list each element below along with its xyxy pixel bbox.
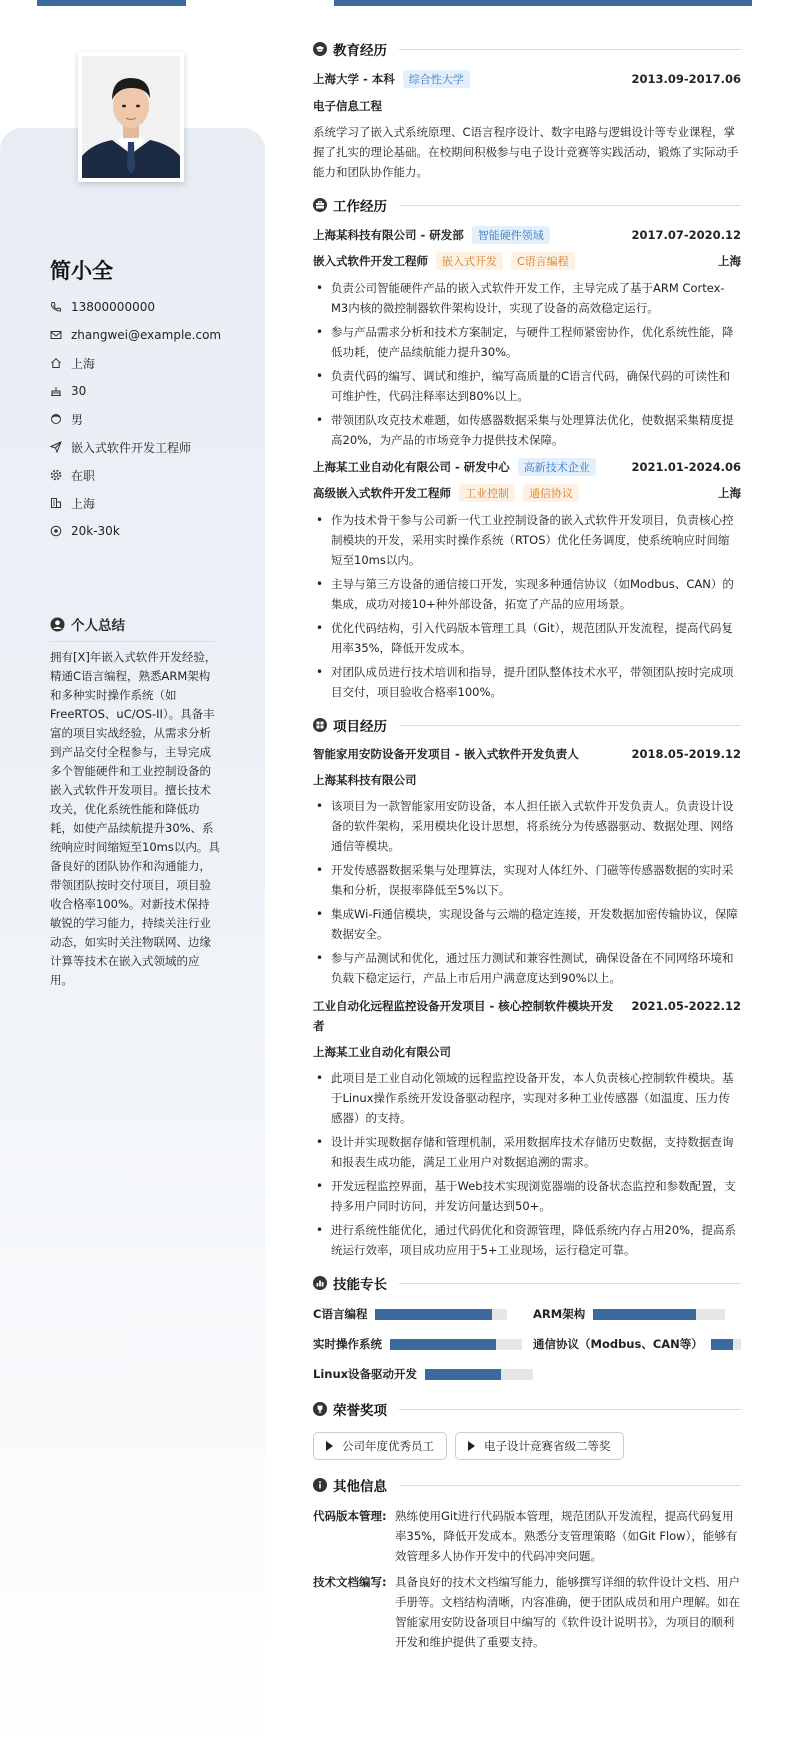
project-2-date: 2021.05-2022.12 [631, 999, 741, 1013]
skill-bar-fill [711, 1339, 733, 1350]
awards-heading: 荣誉奖项 [313, 1398, 741, 1420]
other-item: 技术文档编写: 具备良好的技术文档编写能力，能够撰写详细的软件设计文档、用户手册等。文档结构清晰，内容准确，便于团队成员和用户理解。如在智能家用安防设备项目中编写的《软件设计说明书》，为项目的顺利开发和维护提供了重要支持。 [313, 1575, 740, 1649]
user-circle-icon [50, 617, 65, 632]
job-1-role: 嵌入式软件开发工程师 [313, 254, 428, 268]
info-salary [50, 517, 250, 545]
summary-heading: 个人总结 [50, 614, 215, 642]
skill-bar [425, 1369, 533, 1380]
education-desc: 系统学习了嵌入式系统原理、C语言程序设计、数字电路与逻辑设计等专业课程，掌握了扎实的理论基础。在校期间积极参与电子设计竞赛等实践活动，锻炼了实际动手能力和团队协作能力。 [313, 125, 739, 179]
skills-heading: 技能专长 [313, 1272, 741, 1294]
play-icon [326, 1441, 333, 1451]
job-1-date: 2017.07-2020.12 [631, 228, 741, 242]
education-date: 2013.09-2017.06 [631, 72, 741, 86]
list-item: • 开发远程监控界面，基于Web技术实现浏览器端的设备状态监控和参数配置，支持多用户同时访问，并发访问量达到50+。 [313, 1176, 741, 1216]
info-position [50, 433, 250, 461]
project-2-name: 工业自动化远程监控设备开发项目 - 核心控制软件模块开发者 [313, 999, 614, 1033]
job-1-header [313, 226, 741, 244]
email-value: zhangwei@example.com [71, 328, 222, 342]
salary-value: 20k-30k [71, 524, 120, 538]
salary-icon [50, 525, 62, 537]
job-2-tag-2: 通信协议 [523, 484, 579, 502]
project-2-header [313, 996, 741, 1036]
list-item: • 优化代码结构，引入代码版本管理工具（Git），规范团队开发流程，提高代码复用率35%，降低开发成本。 [313, 618, 741, 658]
skill-bar [375, 1309, 507, 1320]
skills-grid [313, 1306, 741, 1382]
skill-bar [390, 1339, 522, 1350]
award-item: 公司年度优秀员工 [313, 1432, 447, 1460]
skill-bar-fill [425, 1369, 501, 1380]
job-2-role: 高级嵌入式软件开发工程师 [313, 486, 451, 500]
skill-item: Linux设备驱动开发 [313, 1366, 533, 1382]
award-item: 电子设计竞赛省级二等奖 [455, 1432, 624, 1460]
info-icon [313, 1478, 327, 1492]
list-item: • 集成Wi-Fi通信模块，实现设备与云端的稳定连接，开发数据加密传输协议，保障数据安全。 [313, 904, 741, 944]
skill-item: ARM架构 [533, 1306, 741, 1322]
top-accent-bar-left [37, 0, 186, 6]
education-tag: 综合性大学 [403, 70, 470, 88]
job-2-company-tag: 高新技术企业 [518, 458, 596, 476]
skill-bar-fill [593, 1309, 696, 1320]
work-heading: 工作经历 [313, 194, 741, 216]
skill-bar [711, 1339, 741, 1350]
play-icon [468, 1441, 475, 1451]
position-value: 嵌入式软件开发工程师 [71, 440, 192, 455]
top-accent-bar-right [334, 0, 752, 6]
cake-icon [50, 385, 62, 397]
skill-item: 实时操作系统 [313, 1336, 533, 1352]
job-1-bullets [313, 278, 741, 450]
job-1-city: 上海 [718, 254, 741, 268]
info-target-city [50, 489, 250, 517]
job-2-bullets [313, 510, 741, 702]
phone-icon [50, 301, 62, 313]
list-item: • 带领团队攻克技术难题，如传感器数据采集与处理算法优化，使数据采集精度提高20%，为产品的市场竞争力提供技术保障。 [313, 410, 741, 450]
candidate-name: 简小全 [50, 259, 113, 283]
job-2-date: 2021.01-2024.06 [631, 460, 741, 474]
awards-list [313, 1432, 741, 1460]
project-2-company: 上海某工业自动化有限公司 [313, 1045, 451, 1059]
gender-icon [50, 413, 62, 425]
project-1-date: 2018.05-2019.12 [631, 747, 741, 761]
graduation-cap-icon [313, 42, 327, 56]
other-heading: 其他信息 [313, 1474, 741, 1496]
education-row [313, 70, 741, 88]
job-2-company: 上海某工业自动化有限公司 - 研发中心 [313, 460, 510, 474]
job-1-company: 上海某科技有限公司 - 研发部 [313, 228, 464, 242]
avatar-illustration [82, 56, 180, 178]
grid-icon [313, 718, 327, 732]
skill-item: C语言编程 [313, 1306, 533, 1322]
project-1-company: 上海某科技有限公司 [313, 773, 417, 787]
contact-info-list [50, 293, 250, 545]
project-2 [313, 996, 741, 1260]
briefcase-icon [313, 198, 327, 212]
list-item: • 负责代码的编写、调试和维护，编写高质量的C语言代码，确保代码的可读性和可维护性，代码注释率达到80%以上。 [313, 366, 741, 406]
skill-item: 通信协议（Modbus、CAN等） [533, 1336, 741, 1352]
list-item: • 开发传感器数据采集与处理算法，实现对人体红外、门磁等传感器数据的实时采集和分析，误报率降低至5%以下。 [313, 860, 741, 900]
list-item: • 负责公司智能硬件产品的嵌入式软件开发工作，主导完成了基于ARM Cortex-M3内核的微控制器软件架构设计，实现了设备的高效稳定运行。 [313, 278, 741, 318]
job-1-tag-2: C语言编程 [511, 252, 575, 270]
home-icon [50, 357, 62, 369]
gender-value: 男 [71, 412, 84, 427]
target-city-value: 上海 [71, 496, 96, 511]
job-1-company-tag: 智能硬件领域 [472, 226, 550, 244]
list-item: • 设计并实现数据存储和管理机制，采用数据库技术存储历史数据，支持数据查询和报表生成功能，满足工业用户对数据追溯的需求。 [313, 1132, 741, 1172]
age-value: 30 [71, 384, 87, 398]
job-2-role-row [313, 484, 741, 502]
list-item: • 作为技术骨干参与公司新一代工业控制设备的嵌入式软件开发项目，负责核心控制模块的开发，采用实时操作系统（RTOS）优化任务调度，使系统响应时间缩短至10ms以内。 [313, 510, 741, 570]
info-email [50, 321, 250, 349]
project-1-header [313, 746, 741, 762]
gear-icon [50, 469, 62, 481]
info-gender [50, 405, 250, 433]
location-value: 上海 [71, 356, 96, 371]
project-1-bullets [313, 796, 741, 988]
job-2 [313, 458, 741, 702]
skill-bar [593, 1309, 725, 1320]
list-item: • 对团队成员进行技术培训和指导，提升团队整体技术水平，带领团队按时完成项目交付，项目验收合格率100%。 [313, 662, 741, 702]
list-item: • 此项目是工业自动化领域的远程监控设备开发，本人负责核心控制软件模块。基于Linux操作系统开发设备驱动程序，实现对多种工业传感器（如温度、压力传感器）的支持。 [313, 1068, 741, 1128]
project-2-bullets [313, 1068, 741, 1260]
mail-icon [50, 329, 62, 341]
status-value: 在职 [71, 468, 96, 483]
list-item: • 进行系统性能优化，通过代码优化和资源管理，降低系统内存占用20%，提高系统运行效率，项目成功应用于5+工业现场，运行稳定可靠。 [313, 1220, 741, 1260]
phone-value: 13800000000 [71, 300, 155, 314]
job-1 [313, 226, 741, 450]
profile-photo [78, 52, 184, 182]
education-heading: 教育经历 [313, 38, 741, 60]
education-school: 上海大学 - 本科 [313, 72, 395, 86]
list-item: • 该项目为一款智能家用安防设备，本人担任嵌入式软件开发负责人。负责设计设备的软件架构，采用模块化设计思想，将系统分为传感器驱动、数据处理、网络通信等模块。 [313, 796, 741, 856]
info-status [50, 461, 250, 489]
job-2-header [313, 458, 741, 476]
projects-heading: 项目经历 [313, 714, 741, 736]
send-icon [50, 441, 62, 453]
job-2-tag-1: 工业控制 [459, 484, 515, 502]
info-age [50, 377, 250, 405]
list-item: • 主导与第三方设备的通信接口开发，实现多种通信协议（如Modbus、CAN）的集成，成功对接10+种外部设备，拓宽了产品的应用场景。 [313, 574, 741, 614]
job-2-city: 上海 [718, 486, 741, 500]
summary-text: 拥有[X]年嵌入式软件开发经验，精通C语言编程，熟悉ARM架构和多种实时操作系统（如FreeRTOS、uC/OS-II）。具备丰富的项目实战经验，从需求分析到产品交付全程参与，主导完成多个智能硬件和工业控制设备的嵌入式软件开发项目。擅长技术攻关，优化系统性能和降低功耗，如使产品续航提升30%、系统响应时间缩短至10ms以内。具备良好的团队协作和沟通能力，带领团队按时交付项目，项目验收合格率100%。对新技术保持敏锐的学习能力，持续关注行业动态，如实时关注物联网、边缘计算等技术在嵌入式领域的应用。 [50, 650, 220, 987]
skill-bar-fill [375, 1309, 491, 1320]
skill-bar-fill [390, 1339, 496, 1350]
list-item: • 参与产品测试和优化，通过压力测试和兼容性测试，确保设备在不同网络环境和负载下稳定运行，产品上市后用户满意度达到90%以上。 [313, 948, 741, 988]
other-item: 代码版本管理: 熟练使用Git进行代码版本管理，规范团队开发流程，提高代码复用率35%，降低开发成本。熟悉分支管理策略（如Git Flow），能够有效管理多人协作开发中的代码冲突问题。 [313, 1509, 738, 1563]
education-major: 电子信息工程 [313, 99, 382, 113]
job-1-tag-1: 嵌入式开发 [436, 252, 503, 270]
trophy-icon [313, 1402, 327, 1416]
list-item: • 参与产品需求分析和技术方案制定，与硬件工程师紧密协作，优化系统性能，降低功耗，使产品续航能力提升30%。 [313, 322, 741, 362]
project-1-name: 智能家用安防设备开发项目 - 嵌入式软件开发负责人 [313, 747, 579, 761]
info-location [50, 349, 250, 377]
other-list [313, 1506, 741, 1652]
job-1-role-row [313, 252, 741, 270]
info-phone [50, 293, 250, 321]
chart-icon [313, 1276, 327, 1290]
building-icon [50, 497, 62, 509]
main-content [313, 38, 741, 1658]
project-1 [313, 746, 741, 988]
